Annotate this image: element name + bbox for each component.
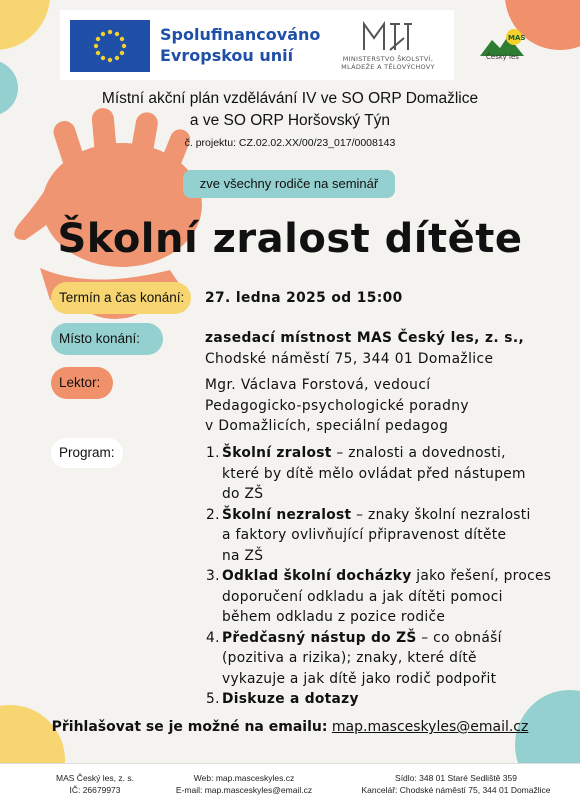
- program-item-text: – znaky školní nezralosti: [351, 506, 531, 523]
- footer: [0, 763, 580, 807]
- logo-banner: [60, 10, 454, 80]
- footer-ic: IČ: 26679973: [69, 785, 121, 795]
- signup-email-link[interactable]: map.masceskyles@email.cz: [331, 719, 529, 735]
- program-item-title: Školní zralost: [222, 445, 332, 461]
- msmt-text-line1: MINISTERSTVO ŠKOLSTVÍ,: [342, 55, 434, 63]
- lecturer-line-1: Mgr. Václava Forstová, vedoucí: [205, 377, 431, 393]
- lecturer-value: [205, 375, 469, 437]
- seminar-title: Školní zralost dítěte: [57, 216, 523, 262]
- program-item-line: na ZŠ: [222, 547, 264, 564]
- footer-contact-column: [162, 772, 326, 796]
- footer-office: Kancelář: Chodské náměstí 75, 344 01 Domažlice: [361, 785, 551, 795]
- program-item-title: Školní nezralost: [222, 506, 352, 523]
- place-value: [205, 328, 524, 369]
- program-item-line: které by dítě mělo ovládat před nástupem: [222, 465, 526, 482]
- lecturer-line-2: Pedagogicko-psychologické poradny: [205, 397, 469, 414]
- footer-seat: Sídlo: 348 01 Staré Sedliště 359: [395, 773, 517, 783]
- svg-text:MAS: MAS: [508, 34, 526, 42]
- mas-logo-subtext: Český les: [486, 53, 519, 61]
- signup-line: [0, 716, 580, 738]
- program-item-number: 2.: [206, 506, 220, 523]
- footer-address-column: [338, 772, 574, 796]
- program-item-title: Diskuze a dotazy: [222, 691, 359, 707]
- program-item-line: doporučení odkladu a jak dítěti pomoci: [222, 588, 503, 605]
- program-item-title: Odklad školní docházky: [222, 568, 412, 584]
- header-line-2: a ve SO ORP Horšovský Týn: [189, 112, 391, 129]
- program-item-text: jako řešení, proces: [411, 568, 552, 584]
- program-item-line: během odkladu z pozice rodiče: [222, 609, 446, 625]
- program-item-number: 3.: [206, 568, 220, 584]
- footer-web[interactable]: Web: map.masceskyles.cz: [193, 773, 295, 783]
- program-item-line: do ZŠ: [222, 486, 264, 502]
- footer-org: MAS Český les, z. s.: [56, 773, 134, 783]
- eu-flag-icon: [70, 20, 150, 72]
- term-value: 27. ledna 2025 od 15:00: [205, 290, 403, 306]
- program-list: [206, 443, 556, 710]
- program-item: [206, 443, 556, 505]
- place-label: Místo konání:: [51, 323, 163, 355]
- program-item-title: Předčasný nástup do ZŠ: [222, 629, 417, 646]
- eu-text-line2: Evropskou unií: [160, 46, 294, 65]
- eu-cofinancing-text: [160, 24, 320, 66]
- term-label: Termín a čas konání:: [51, 282, 191, 314]
- program-item: [206, 689, 556, 710]
- yellow-corner-circle-top-left: [0, 0, 50, 50]
- lecturer-line-3: v Domažlicích, speciální pedagog: [205, 418, 449, 434]
- eu-text-line1: Spolufinancováno: [160, 25, 321, 44]
- program-item-number: 5.: [206, 691, 220, 707]
- lecturer-label: Lektor:: [51, 367, 113, 399]
- invitation-badge: zve všechny rodiče na seminář: [183, 170, 395, 198]
- program-label: Program:: [51, 438, 123, 468]
- program-item-text: – co obnáší: [416, 629, 502, 646]
- program-item: [206, 628, 556, 690]
- program-item-line: (pozitiva a rizika); znaky, které dítě: [222, 650, 477, 666]
- signup-label: Přihlašovat se je možné na emailu:: [51, 719, 328, 735]
- msmt-logo-icon: [360, 18, 414, 54]
- msmt-text-line2: MLÁDEŽE A TĚLOVÝCHOVY: [341, 63, 435, 71]
- header-line-1: Místní akční plán vzdělávání IV ve SO ORP Domažlice: [101, 90, 479, 107]
- program-item-line: vykazuje a jak dítě jako rodič podpořit: [222, 670, 497, 687]
- program-item-number: 4.: [206, 629, 220, 646]
- footer-org-column: [40, 772, 150, 796]
- footer-email[interactable]: E-mail: map.masceskyles@email.cz: [175, 785, 313, 795]
- program-item-line: a faktory ovlivňující připravenost dítěte: [222, 527, 507, 543]
- program-item-text: – znalosti a dovednosti,: [331, 445, 506, 461]
- program-item-number: 1.: [206, 445, 220, 461]
- place-line-1: zasedací místnost MAS Český les, z. s.,: [205, 330, 525, 346]
- program-item: [206, 505, 556, 567]
- program-item: [206, 566, 556, 628]
- place-line-2: Chodské náměstí 75, 344 01 Domažlice: [205, 350, 494, 367]
- msmt-text: [332, 55, 444, 71]
- project-number: č. projektu: CZ.02.02.XX/00/23_017/0008143: [184, 137, 396, 149]
